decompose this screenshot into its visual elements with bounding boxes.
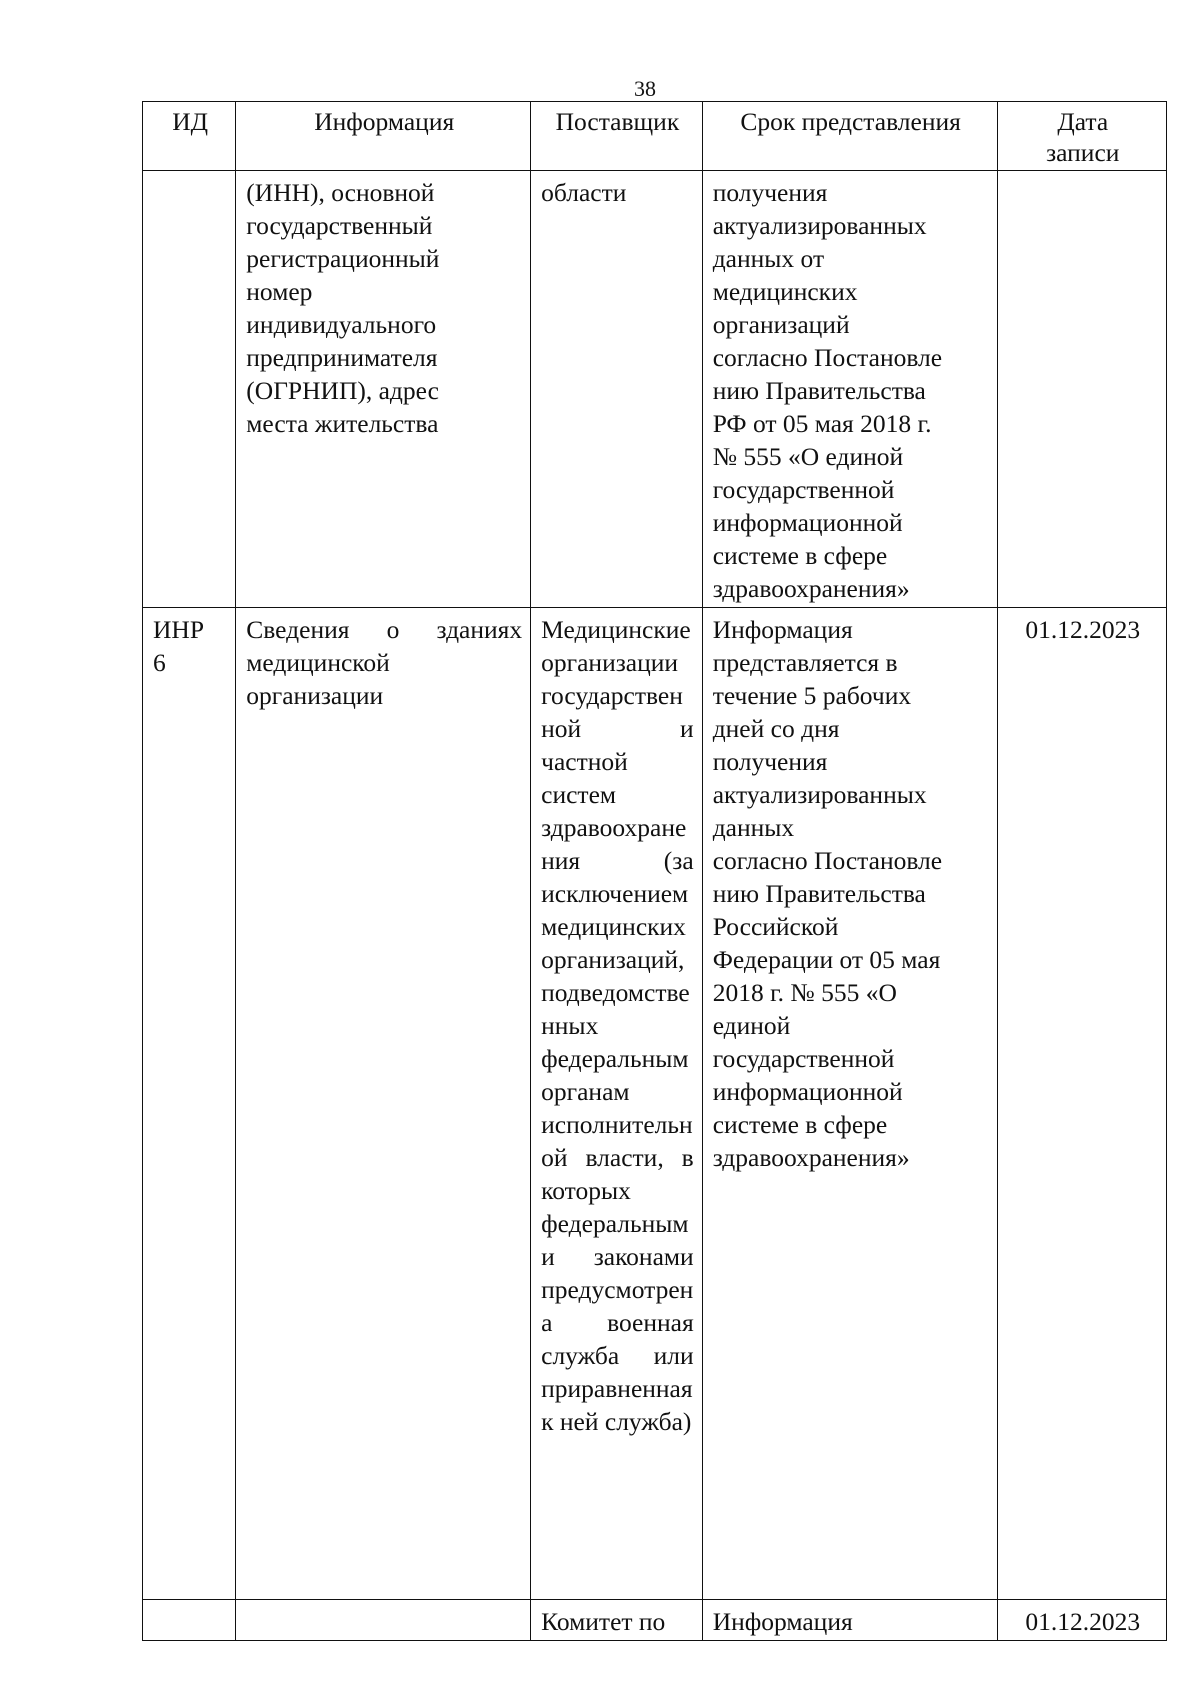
cell-id <box>143 171 236 608</box>
cell-supplier: Медицинские организации государственной и частной систем здравоохранения (за исключением медицинских организаций, подведомственных федеральным органам исполнительной власти, в которых федеральными законами предусмотрена военная служба или приравненная к ней служба) <box>531 608 703 1600</box>
cell-info: Сведения о зданиях медицинской организации <box>236 608 531 1600</box>
header-date: Дата записи <box>997 102 1166 171</box>
header-term: Срок представления <box>702 102 997 171</box>
cell-id <box>143 1600 236 1641</box>
table-header-row <box>143 102 1167 171</box>
header-id: ИД <box>143 102 236 171</box>
cell-term: Информация <box>702 1600 997 1641</box>
cell-info: (ИНН), основной государственный регистрационный номер индивидуального предпринимателя (ОГРНИП), адрес места жительства <box>236 171 531 608</box>
table-row <box>143 171 1167 608</box>
cell-date: 01.12.2023 <box>997 608 1166 1600</box>
header-info: Информация <box>236 102 531 171</box>
cell-date <box>997 171 1166 608</box>
cell-term: Информация представляется в течение 5 рабочих дней со дня получения актуализированных данных согласно Постановле нию Правительства Российской Федерации от 05 мая 2018 г. № 555 «О единой государственной информационной системе в сфере здравоохранения» <box>702 608 997 1600</box>
cell-term: получения актуализированных данных от медицинских организаций согласно Постановле нию Правительства РФ от 05 мая 2018 г. № 555 «О единой государственной информационной системе в сфере здравоохранения» <box>702 171 997 608</box>
cell-supplier: области <box>531 171 703 608</box>
cell-date: 01.12.2023 <box>997 1600 1166 1641</box>
table-row <box>143 1600 1167 1641</box>
cell-supplier: Комитет по <box>531 1600 703 1641</box>
cell-id: ИНР 6 <box>143 608 236 1600</box>
table-row <box>143 608 1167 1600</box>
data-table <box>142 101 1167 1641</box>
cell-info <box>236 1600 531 1641</box>
page-number: 38 <box>634 76 656 101</box>
header-supplier: Поставщик <box>531 102 703 171</box>
